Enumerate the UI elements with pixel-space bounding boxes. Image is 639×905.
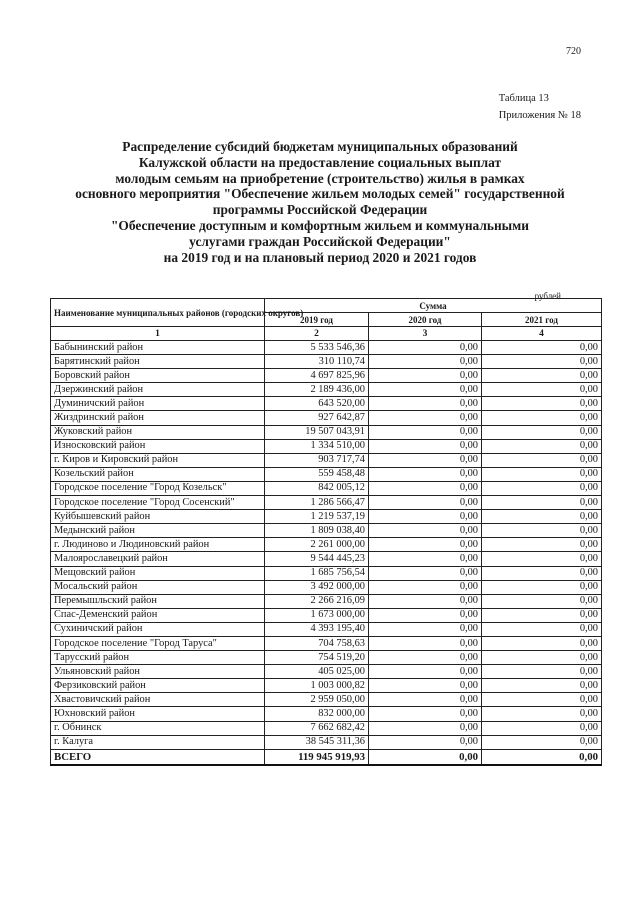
row-2020: 0,00 bbox=[369, 467, 482, 481]
row-name: Юхновский район bbox=[51, 707, 265, 721]
table-label: Таблица 13 bbox=[498, 93, 549, 104]
table-row bbox=[51, 510, 602, 524]
row-2021: 0,00 bbox=[482, 496, 602, 510]
total-row bbox=[51, 749, 602, 765]
table-row bbox=[51, 552, 602, 566]
table-row bbox=[51, 341, 602, 355]
row-name: Перемышльский район bbox=[51, 594, 265, 608]
header-year-2021: 2021 год bbox=[482, 313, 602, 327]
title-line: Калужской области на предоставление социальных выплат bbox=[138, 154, 502, 170]
row-name: Думиничский район bbox=[51, 397, 265, 411]
header-index-2: 2 bbox=[265, 327, 369, 341]
row-2021: 0,00 bbox=[482, 467, 602, 481]
row-2021: 0,00 bbox=[482, 524, 602, 538]
row-name: г. Обнинск bbox=[51, 721, 265, 735]
header-index-3: 3 bbox=[369, 327, 482, 341]
row-2019: 9 544 445,23 bbox=[265, 552, 369, 566]
row-name: Барятинский район bbox=[51, 355, 265, 369]
row-2019: 19 507 043,91 bbox=[265, 425, 369, 439]
row-2021: 0,00 bbox=[482, 439, 602, 453]
row-2021: 0,00 bbox=[482, 594, 602, 608]
table-row bbox=[51, 566, 602, 580]
table-row bbox=[51, 453, 602, 467]
row-name: Медынский район bbox=[51, 524, 265, 538]
row-2020: 0,00 bbox=[369, 538, 482, 552]
row-2019: 1 003 000,82 bbox=[265, 679, 369, 693]
row-name: Спас-Деменский район bbox=[51, 608, 265, 622]
row-name: Ульяновский район bbox=[51, 665, 265, 679]
row-2021: 0,00 bbox=[482, 453, 602, 467]
row-2019: 310 110,74 bbox=[265, 355, 369, 369]
row-2019: 704 758,63 bbox=[265, 636, 369, 650]
total-label: ВСЕГО bbox=[51, 749, 265, 765]
row-name: Хвастовичский район bbox=[51, 693, 265, 707]
row-2019: 643 520,00 bbox=[265, 397, 369, 411]
row-2020: 0,00 bbox=[369, 580, 482, 594]
row-2020: 0,00 bbox=[369, 510, 482, 524]
title-line: "Обеспечение доступным и комфортным жильем и коммунальными bbox=[111, 217, 529, 233]
title-line: программы Российской Федерации bbox=[212, 202, 428, 218]
row-2019: 4 393 195,40 bbox=[265, 622, 369, 636]
row-2021: 0,00 bbox=[482, 679, 602, 693]
row-2019: 5 533 546,36 bbox=[265, 341, 369, 355]
table-row bbox=[51, 608, 602, 622]
row-2021: 0,00 bbox=[482, 651, 602, 665]
title-line: молодым семьям на приобретение (строительство) жилья в рамках bbox=[115, 170, 525, 186]
row-2020: 0,00 bbox=[369, 524, 482, 538]
row-2019: 2 189 436,00 bbox=[265, 383, 369, 397]
row-2021: 0,00 bbox=[482, 735, 602, 749]
row-2021: 0,00 bbox=[482, 566, 602, 580]
row-2019: 7 662 682,42 bbox=[265, 721, 369, 735]
row-2020: 0,00 bbox=[369, 369, 482, 383]
row-2019: 2 266 216,09 bbox=[265, 594, 369, 608]
table-row bbox=[51, 707, 602, 721]
row-name: г. Калуга bbox=[51, 735, 265, 749]
row-2019: 2 959 050,00 bbox=[265, 693, 369, 707]
table-row bbox=[51, 411, 602, 425]
row-2021: 0,00 bbox=[482, 481, 602, 495]
title-line: Распределение субсидий бюджетам муниципальных образований bbox=[122, 139, 518, 154]
header-name: Наименование муниципальных районов (городских округов) bbox=[51, 299, 265, 327]
row-2021: 0,00 bbox=[482, 397, 602, 411]
row-2021: 0,00 bbox=[482, 721, 602, 735]
row-2021: 0,00 bbox=[482, 510, 602, 524]
row-2019: 1 685 756,54 bbox=[265, 566, 369, 580]
row-2020: 0,00 bbox=[369, 665, 482, 679]
row-2021: 0,00 bbox=[482, 411, 602, 425]
row-2019: 38 545 311,36 bbox=[265, 735, 369, 749]
row-2019: 3 492 000,00 bbox=[265, 580, 369, 594]
row-2020: 0,00 bbox=[369, 622, 482, 636]
row-2019: 832 000,00 bbox=[265, 707, 369, 721]
row-2020: 0,00 bbox=[369, 439, 482, 453]
row-name: Сухиничский район bbox=[51, 622, 265, 636]
row-2020: 0,00 bbox=[369, 453, 482, 467]
table-row bbox=[51, 651, 602, 665]
row-2020: 0,00 bbox=[369, 397, 482, 411]
table-reference bbox=[499, 90, 581, 124]
row-2019: 1 809 038,40 bbox=[265, 524, 369, 538]
row-2019: 754 519,20 bbox=[265, 651, 369, 665]
row-name: Жиздринский район bbox=[51, 411, 265, 425]
row-name: Малоярославецкий район bbox=[51, 552, 265, 566]
row-2020: 0,00 bbox=[369, 693, 482, 707]
row-2020: 0,00 bbox=[369, 679, 482, 693]
row-2019: 1 286 566,47 bbox=[265, 496, 369, 510]
table-row bbox=[51, 735, 602, 749]
title-line: на 2019 год и на плановый период 2020 и 2021 годов bbox=[163, 249, 477, 265]
row-2020: 0,00 bbox=[369, 341, 482, 355]
row-2021: 0,00 bbox=[482, 341, 602, 355]
total-2021: 0,00 bbox=[482, 749, 602, 765]
table-row bbox=[51, 622, 602, 636]
row-2021: 0,00 bbox=[482, 622, 602, 636]
row-name: г. Людиново и Людиновский район bbox=[51, 538, 265, 552]
unit-label: рублей bbox=[534, 291, 561, 301]
table-row bbox=[51, 425, 602, 439]
row-2021: 0,00 bbox=[482, 369, 602, 383]
table-row bbox=[51, 355, 602, 369]
table-row bbox=[51, 693, 602, 707]
header-sum: Сумма bbox=[265, 299, 602, 313]
title-line: услугами граждан Российской Федерации" bbox=[189, 233, 451, 249]
row-2020: 0,00 bbox=[369, 481, 482, 495]
row-2020: 0,00 bbox=[369, 721, 482, 735]
row-name: Дзержинский район bbox=[51, 383, 265, 397]
total-2020: 0,00 bbox=[369, 749, 482, 765]
table-row bbox=[51, 383, 602, 397]
row-2019: 1 334 510,00 bbox=[265, 439, 369, 453]
row-name: Ферзиковский район bbox=[51, 679, 265, 693]
table-row bbox=[51, 580, 602, 594]
row-name: Куйбышевский район bbox=[51, 510, 265, 524]
row-2021: 0,00 bbox=[482, 693, 602, 707]
row-2020: 0,00 bbox=[369, 425, 482, 439]
row-2021: 0,00 bbox=[482, 425, 602, 439]
subsidy-table bbox=[50, 298, 602, 766]
row-name: Жуковский район bbox=[51, 425, 265, 439]
row-2020: 0,00 bbox=[369, 496, 482, 510]
row-2020: 0,00 bbox=[369, 735, 482, 749]
table-row bbox=[51, 721, 602, 735]
header-year-2020: 2020 год bbox=[369, 313, 482, 327]
row-2020: 0,00 bbox=[369, 608, 482, 622]
row-2021: 0,00 bbox=[482, 580, 602, 594]
row-2020: 0,00 bbox=[369, 552, 482, 566]
row-name: Городское поселение "Город Таруса" bbox=[51, 636, 265, 650]
row-2021: 0,00 bbox=[482, 355, 602, 369]
row-name: Мосальский район bbox=[51, 580, 265, 594]
table-row bbox=[51, 636, 602, 650]
row-2020: 0,00 bbox=[369, 411, 482, 425]
document-title bbox=[40, 139, 600, 265]
row-2019: 903 717,74 bbox=[265, 453, 369, 467]
header-index-1: 1 bbox=[51, 327, 265, 341]
row-2021: 0,00 bbox=[482, 383, 602, 397]
table-row bbox=[51, 397, 602, 411]
row-2021: 0,00 bbox=[482, 608, 602, 622]
table-row bbox=[51, 496, 602, 510]
row-2020: 0,00 bbox=[369, 636, 482, 650]
row-2019: 927 642,87 bbox=[265, 411, 369, 425]
row-2019: 842 005,12 bbox=[265, 481, 369, 495]
total-2019: 119 945 919,93 bbox=[265, 749, 369, 765]
row-2020: 0,00 bbox=[369, 651, 482, 665]
header-year-2019: 2019 год bbox=[265, 313, 369, 327]
page-number: 720 bbox=[566, 46, 581, 57]
row-2020: 0,00 bbox=[369, 355, 482, 369]
table-row bbox=[51, 665, 602, 679]
row-2020: 0,00 bbox=[369, 383, 482, 397]
row-name: Тарусский район bbox=[51, 651, 265, 665]
title-line: основного мероприятия "Обеспечение жильем молодых семей" государственной bbox=[75, 186, 565, 202]
row-name: Бабынинский район bbox=[51, 341, 265, 355]
row-name: Козельский район bbox=[51, 467, 265, 481]
row-2019: 405 025,00 bbox=[265, 665, 369, 679]
header-index-4: 4 bbox=[482, 327, 602, 341]
row-name: г. Киров и Кировский район bbox=[51, 453, 265, 467]
row-2021: 0,00 bbox=[482, 538, 602, 552]
row-name: Боровский район bbox=[51, 369, 265, 383]
row-2019: 559 458,48 bbox=[265, 467, 369, 481]
table-row bbox=[51, 679, 602, 693]
row-2020: 0,00 bbox=[369, 594, 482, 608]
table-row bbox=[51, 369, 602, 383]
table-body bbox=[51, 341, 602, 750]
table-row bbox=[51, 524, 602, 538]
row-2019: 4 697 825,96 bbox=[265, 369, 369, 383]
row-name: Городское поселение "Город Козельск" bbox=[51, 481, 265, 495]
row-2020: 0,00 bbox=[369, 707, 482, 721]
table-row bbox=[51, 467, 602, 481]
row-name: Износковский район bbox=[51, 439, 265, 453]
table-row bbox=[51, 439, 602, 453]
row-name: Городское поселение "Город Сосенский" bbox=[51, 496, 265, 510]
row-2020: 0,00 bbox=[369, 566, 482, 580]
row-2021: 0,00 bbox=[482, 552, 602, 566]
table-row bbox=[51, 538, 602, 552]
row-2021: 0,00 bbox=[482, 665, 602, 679]
table-row bbox=[51, 594, 602, 608]
row-name: Мещовский район bbox=[51, 566, 265, 580]
row-2021: 0,00 bbox=[482, 636, 602, 650]
row-2019: 1 219 537,19 bbox=[265, 510, 369, 524]
row-2021: 0,00 bbox=[482, 707, 602, 721]
table-row bbox=[51, 481, 602, 495]
row-2019: 1 673 000,00 bbox=[265, 608, 369, 622]
row-2019: 2 261 000,00 bbox=[265, 538, 369, 552]
appendix-label: Приложения № 18 bbox=[498, 110, 581, 121]
